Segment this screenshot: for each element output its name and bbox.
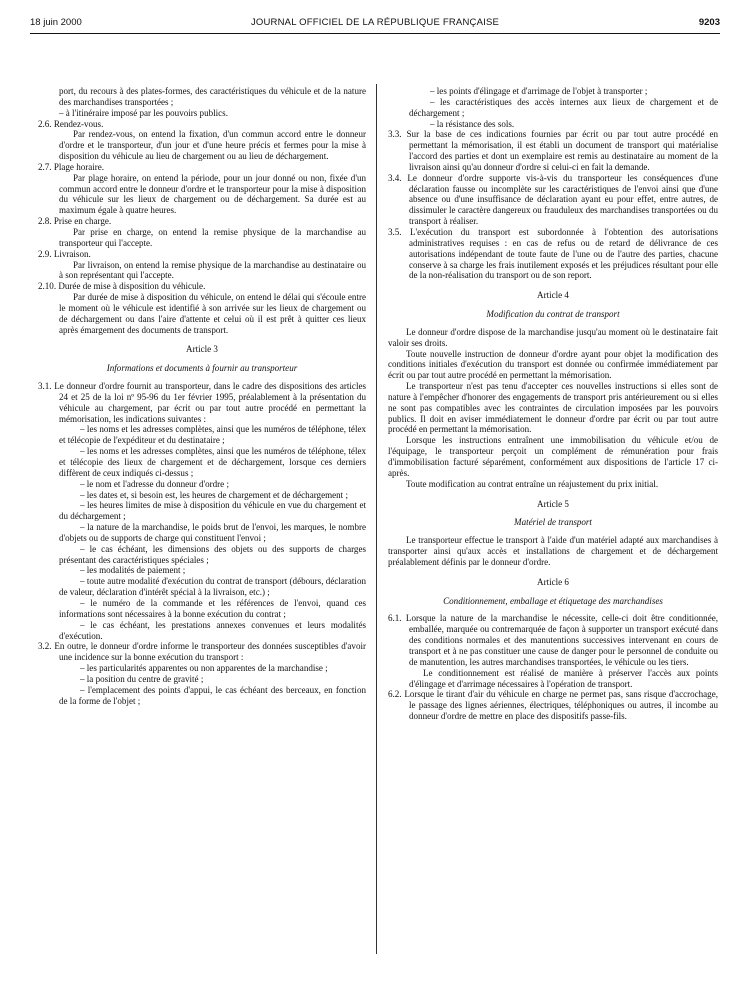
paragraph: Lorsque les instructions entraînent une immobilisation du véhicule et/ou de l'équipage, le transporteur perçoit un complément de rémunération pour frais d'immobilisation facturé séparément, conformément aux dispositions de l'article 17 ci-après.: [388, 435, 718, 478]
clause-paragraph: 3.4. Le donneur d'ordre supporte vis-à-vis du transporteur les conséquences d'une déclaration fausse ou incomplète sur les caractéristiques de l'envoi ainsi que d'une absence ou d'une insuffisance de déclaration ayant eu pour effet, entre autres, de dissimuler le caractère dangereux ou frauduleux des marchandises transportées ou du transport à réaliser.: [388, 172, 718, 227]
header-page-number: 9203: [698, 17, 720, 28]
list-item: – les noms et les adresses complètes, ainsi que les numéros de téléphone, télex et télécopie des lieux de chargement et de déchargement, lorsque ces derniers diffèrent de ceux indiqués ci-dessus ;: [59, 446, 366, 478]
clause-paragraph: 3.3. Sur la base de ces indications fournies par écrit ou par tout autre procédé en permettant la mémorisation, il est établi un document de transport qui matérialise l'accord des parties et dont un exemplaire est remis au destinataire au moment de la livraison ainsi qu'au donneur d'ordre si celui-ci en fait la demande.: [388, 129, 718, 172]
article-heading: Article 4: [537, 290, 569, 301]
paragraph: Le donneur d'ordre dispose de la marchandise jusqu'au moment où le destinataire fait valoir ses droits.: [388, 326, 718, 348]
page-header: [30, 17, 720, 33]
paragraph: Par durée de mise à disposition du véhicule, on entend le délai qui s'écoule entre le moment où le véhicule est identifié à son arrivée sur les lieux de chargement ou de déchargement ou dans l'aire d'attente et celui où il est prêt à quitter ces lieux après émargement des documents de transport.: [59, 292, 366, 335]
list-item: – le numéro de la commande et les références de l'envoi, quand ces informations sont nécessaires à la bonne exécution du contrat ;: [59, 597, 366, 619]
header-date: 18 juin 2000: [30, 17, 82, 28]
article-heading: Article 6: [537, 576, 569, 587]
clause-heading: 2.8. Prise en charge.: [38, 216, 112, 227]
clause-heading: 2.10. Durée de mise à disposition du véhicule.: [38, 281, 206, 292]
header-rule: [30, 33, 720, 34]
list-item: – le cas échéant, les dimensions des objets ou des supports de charges présentant des caractéristiques spéciales ;: [59, 543, 366, 565]
list-item: – toute autre modalité d'exécution du contrat de transport (débours, déclaration de valeur, déclaration d'intérêt spécial à la livraison, etc.) ;: [59, 576, 366, 598]
paragraph: Par rendez-vous, on entend la fixation, d'un commun accord entre le donneur d'ordre et le transporteur, d'un jour et d'une heure précis et fermes pour la mise à disposition du véhicule au lieu de chargement ou au lieu de déchargement.: [59, 129, 366, 162]
list-item: – la nature de la marchandise, le poids brut de l'envoi, les marques, le nombre d'objets ou de supports de charge qui constituent l'envoi ;: [59, 522, 366, 543]
list-item: – le nom et l'adresse du donneur d'ordre ;: [80, 478, 229, 489]
paragraph: Par livraison, on entend la remise physique de la marchandise au destinataire ou à son représentant qui l'accepte.: [59, 259, 366, 281]
left-column: [38, 86, 366, 706]
paragraph: Toute nouvelle instruction de donneur d'ordre ayant pour objet la modification des conditions initiales d'exécution du transport est donnée ou confirmée immédiatement par écrit ou par tout autre procédé en permettant la mémorisation.: [388, 348, 718, 381]
right-column: [388, 86, 718, 722]
article-title: Informations et documents à fournir au transporteur: [106, 363, 298, 374]
clause-heading: 2.6. Rendez-vous.: [38, 118, 104, 129]
article-heading: Article 3: [186, 344, 218, 355]
clause-heading: 2.9. Livraison.: [38, 248, 91, 259]
list-item: – l'emplacement des points d'appui, le cas échéant des berceaux, en fonction de la forme de l'objet ;: [59, 684, 366, 706]
paragraph: Le transporteur effectue le transport à l'aide d'un matériel adapté aux marchandises à transporter ainsi qu'aux accès et installations de chargement et de déchargement préalablement définis par le donneur d'ordre.: [388, 535, 718, 567]
list-item: – les dates et, si besoin est, les heures de chargement et de déchargement ;: [80, 489, 348, 500]
list-item: – la position du centre de gravité ;: [80, 673, 204, 684]
list-item: – la résistance des sols.: [430, 118, 515, 129]
list-item: – les points d'élingage et d'arrimage de l'objet à transporter ;: [430, 86, 648, 96]
clause-paragraph: 3.5. L'exécution du transport est subordonnée à l'obtention des autorisations administratives requises : en cas de refus ou de retard de délivrance de ces autorisations indépendant de toute faute de l'une ou de l'autre des parties, chacune conserve à sa charge les frais inutilement exposés et les préjudices résultant pour elle de la non-réalisation du transport ou de son report.: [388, 226, 718, 281]
paragraph: Par prise en charge, on entend la remise physique de la marchandise au transporteur qui l'accepte.: [59, 226, 366, 248]
paragraph: port, du recours à des plates-formes, des caractéristiques du véhicule et de la nature des marchandises transportées ;: [59, 86, 366, 107]
paragraph: Le conditionnement est réalisé de manière à préserver l'accès aux points d'élingage et d'arrimage nécessaires à l'opération de transport.: [409, 667, 718, 689]
list-item: – les modalités de paiement ;: [80, 565, 186, 576]
column-divider: [376, 84, 377, 954]
article-title: Conditionnement, emballage et étiquetage des marchandises: [443, 595, 663, 606]
paragraph: Le transporteur n'est pas tenu d'accepter ces nouvelles instructions si elles sont de nature à l'empêcher d'honorer des engagements de transport pris antérieurement ou si elles ne sont pas compatibles avec les contraintes de circulation imposées par les pouvoirs publics. Il doit en aviser immédiatement le donneur d'ordre par écrit ou par tout autre procédé en permettant la mémorisation.: [388, 381, 718, 435]
list-item: – les particularités apparentes ou non apparentes de la marchandise ;: [80, 663, 328, 674]
clause-paragraph: 6.2. Lorsque le tirant d'air du véhicule en charge ne permet pas, sans risque d'accrochage, le passage des lignes aériennes, électriques, téléphoniques ou autres, il incombe au donneur d'ordre de mettre en place des dispositifs passe-fils.: [388, 689, 718, 722]
list-item: – le cas échéant, les prestations annexes convenues et leurs modalités d'exécution.: [59, 619, 366, 641]
paragraph: Par plage horaire, on entend la période, pour un jour donné ou non, fixée d'un commun accord entre le donneur d'ordre et le transporteur pour la mise à disposition du véhicule sur les lieux de chargement ou de déchargement. Sa durée est au maximum égale à quatre heures.: [59, 172, 366, 216]
list-item: – les caractéristiques des accès internes aux lieux de chargement et de déchargement ;: [409, 96, 718, 118]
article-title: Modification du contrat de transport: [486, 309, 620, 320]
clause-paragraph: 3.2. En outre, le donneur d'ordre informe le transporteur des données susceptibles d'avoir une incidence sur la bonne exécution du transport :: [38, 641, 366, 663]
list-item: – les noms et les adresses complètes, ainsi que les numéros de téléphone, télex et télécopie de l'expéditeur et du destinataire ;: [59, 424, 366, 446]
header-journal-title: JOURNAL OFFICIEL DE LA RÉPUBLIQUE FRANÇAISE: [250, 17, 500, 28]
list-item: – les heures limites de mise à disposition du véhicule en vue du chargement et du déchargement ;: [59, 500, 366, 522]
list-item: – à l'itinéraire imposé par les pouvoirs publics.: [59, 107, 228, 118]
clause-paragraph: 3.1. Le donneur d'ordre fournit au transporteur, dans le cadre des dispositions des articles 24 et 25 de la loi nº 95-96 du 1er février 1995, préalablement à la présentation du véhicule au chargement, par écrit ou par tout autre procédé en permettant la mémorisation, les indications suivantes :: [38, 381, 366, 424]
article-heading: Article 5: [537, 498, 569, 509]
article-title: Matériel de transport: [514, 517, 592, 528]
paragraph: Toute modification au contrat entraîne un réajustement du prix initial.: [406, 478, 659, 489]
clause-heading: 2.7. Plage horaire.: [38, 161, 105, 172]
clause-paragraph: 6.1. Lorsque la nature de la marchandise le nécessite, celle-ci doit être conditionnée, emballée, marquée ou contremarquée de façon à supporter un transport exécuté dans des conditions normales et des manutentions successives intervenant en cours de transport et à ne pas constituer une cause de danger pour le personnel de conduite ou de manutention, les autres marchandises transportées, le véhicule ou les tiers.: [388, 613, 718, 667]
